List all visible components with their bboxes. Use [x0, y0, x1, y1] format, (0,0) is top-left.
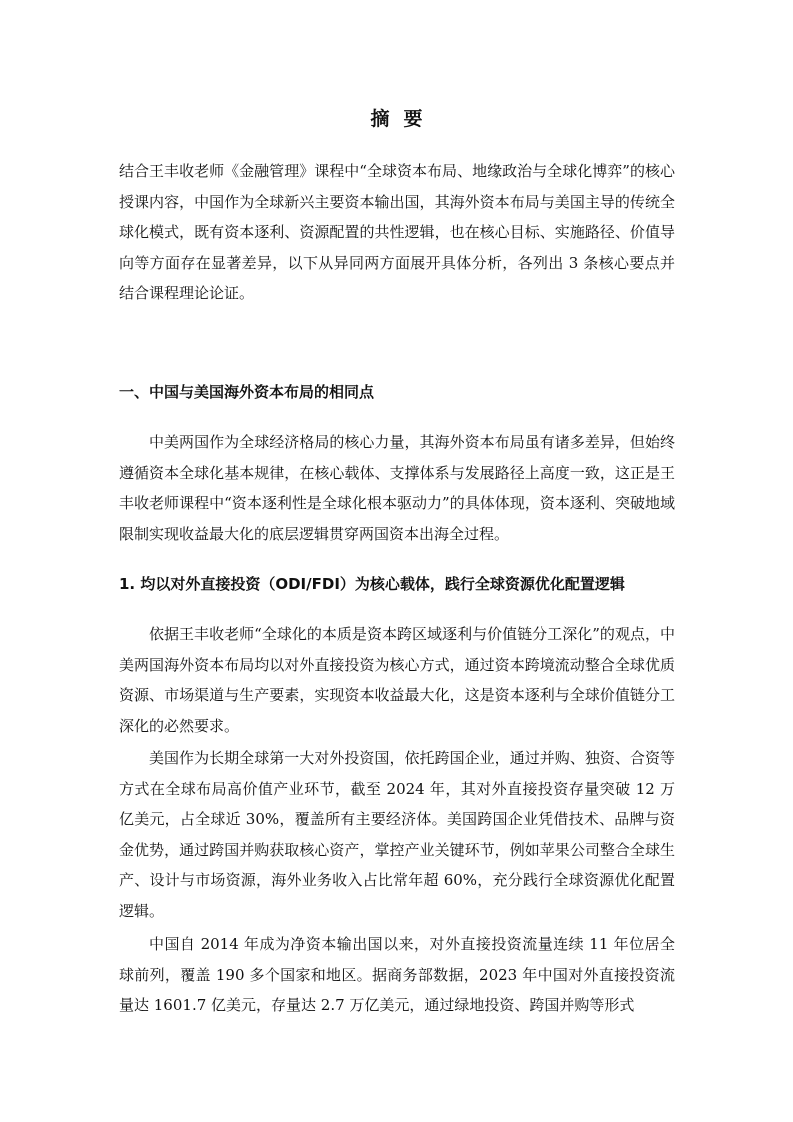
section-heading: 一、中国与美国海外资本布局的相同点 — [119, 383, 375, 401]
subsection-heading: 1. 均以对外直接投资（ODI/FDI）为核心载体，践行全球资源优化配置逻辑 — [119, 575, 625, 593]
page-title: 摘要 — [370, 108, 437, 130]
section-intro-paragraph: 中美两国作为全球经济格局的核心力量，其海外资本布局虽有诸多差异，但始终遵循资本全球化基本规律，在核心载体、支撑体系与发展路径上高度一致，这正是王丰收老师课程中“资本逐利性是全球化根本驱动力”的具体体现，资本逐利、突破地域限制实现收益最大化的底层逻辑贯穿两国资本出海全过程。 — [119, 433, 675, 543]
body-paragraph: 依据王丰收老师“全球化的本质是资本跨区域逐利与价值链分工深化”的观点，中美两国海外资本布局均以对外直接投资为核心方式，通过资本跨境流动整合全球优质资源、市场渠道与生产要素，实现资本收益最大化，这是资本逐利与全球价值链分工深化的必然要求。 — [119, 625, 675, 735]
body-paragraph: 美国作为长期全球第一大对外投资国，依托跨国企业，通过并购、独资、合资等方式在全球布局高价值产业环节，截至 2024 年，其对外直接投资存量突破 12 万亿美元，占全球近 30%，覆盖所有主要经济体。美国跨国企业凭借技术、品牌与资金优势，通过跨国并购获取核心资产，掌控产业关键环节，例如苹果公司整合全球生产、设计与市场资源，海外业务收入占比常年超 60%，充分践行全球资源优化配置逻辑。 — [119, 749, 675, 920]
body-paragraph: 中国自 2014 年成为净资本输出国以来，对外直接投资流量连续 11 年位居全球前列，覆盖 190 多个国家和地区。据商务部数据，2023 年中国对外直接投资流量达 1601.7 亿美元，存量达 2.7 万亿美元，通过绿地投资、跨国并购等形式 — [119, 935, 675, 1014]
abstract-paragraph: 结合王丰收老师《金融管理》课程中“全球资本布局、地缘政治与全球化博弈”的核心授课内容，中国作为全球新兴主要资本输出国，其海外资本布局与美国主导的传统全球化模式，既有资本逐利、资源配置的共性逻辑，也在核心目标、实施路径、价值导向等方面存在显著差异，以下从异同两方面展开具体分析，各列出 3 条核心要点并结合课程理论论证。 — [119, 162, 675, 302]
